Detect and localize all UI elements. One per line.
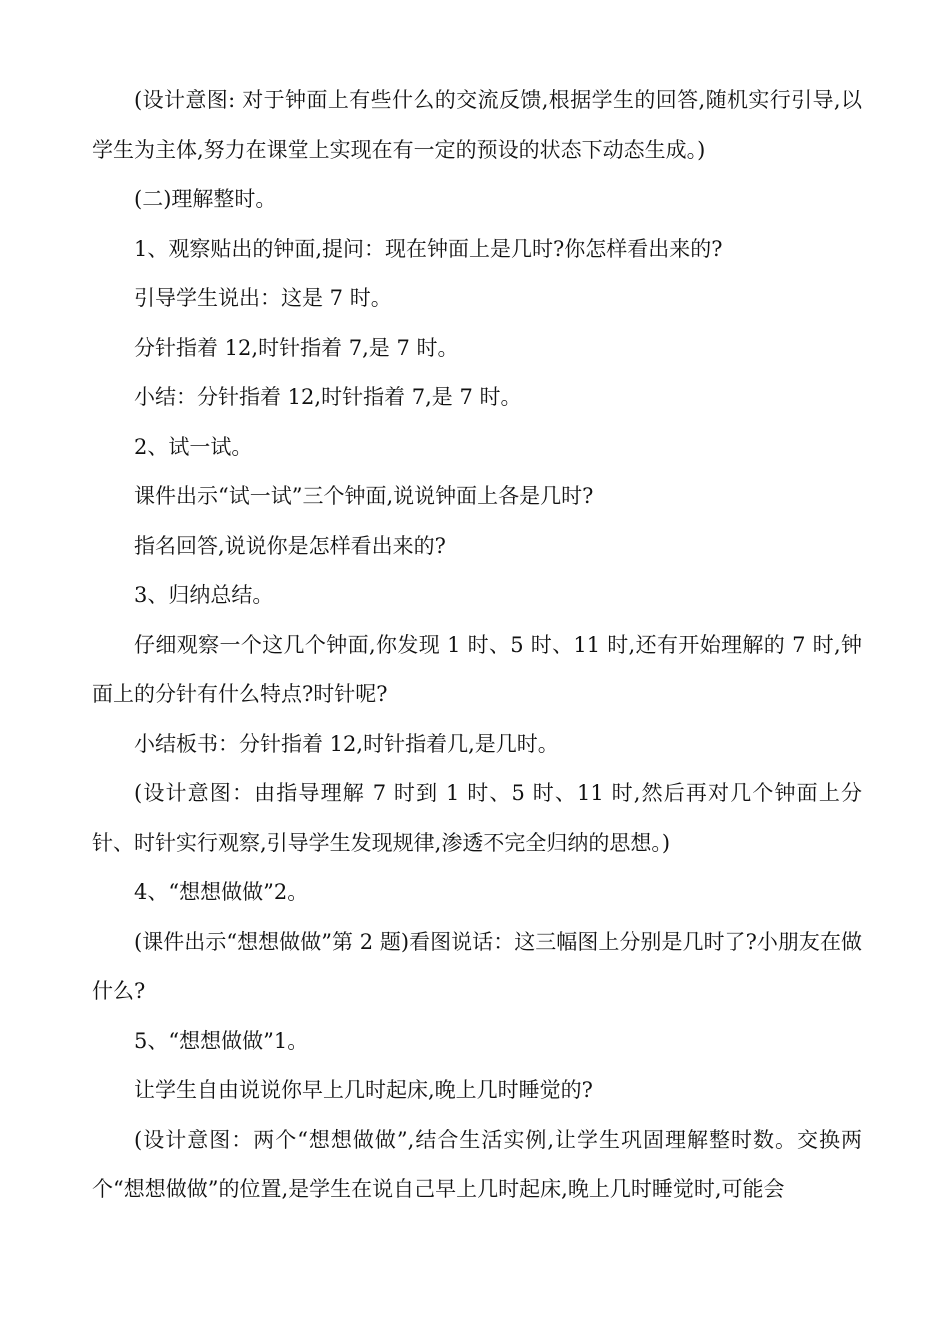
paragraph-board-summary: 小结板书：分针指着 12,时针指着几,是几时。: [134, 731, 559, 756]
paragraph-explanation: 分针指着 12,时针指着 7,是 7 时。: [134, 335, 459, 360]
paragraph-step-5: 5、“想想做做”1。: [134, 1028, 309, 1053]
paragraph-answer: 指名回答,说说你是怎样看出来的?: [134, 533, 446, 558]
paragraph-step-2: 2、试一试。: [134, 434, 253, 459]
paragraph-observe: 仔细观察一个这几个钟面,你发现 1 时、5 时、11 时,还有开始理解的 7 时,钟面上的分针有什么特点?时针呢?: [92, 632, 862, 706]
paragraph-step-1: 1、观察贴出的钟面,提问：现在钟面上是几时?你怎样看出来的?: [134, 236, 723, 261]
paragraph-step-4: 4、“想想做做”2。: [134, 880, 309, 904]
paragraph-courseware-1: 课件出示“试一试”三个钟面,说说钟面上各是几时?: [134, 484, 594, 508]
paragraph-guide: 引导学生说出：这是 7 时。: [134, 286, 392, 310]
paragraph-courseware-2: (课件出示“想想做做”第 2 题)看图说话：这三幅图上分别是几时了?小朋友在做什么?: [92, 929, 862, 1003]
paragraph-design-intent-3: (设计意图：两个“想想做做”,结合生活实例,让学生巩固理解整时数。交换两个“想想做做”的位置,是学生在说自己早上几时起床,晚上几时睡觉时,可能会: [92, 1127, 862, 1201]
paragraph-design-intent-1: (设计意图: 对于钟面上有些什么的交流反馈,根据学生的回答,随机实行引导,以学生为主体,努力在课堂上实现在有一定的预设的状态下动态生成。): [92, 88, 862, 162]
paragraph-step-3: 3、归纳总结。: [134, 583, 274, 607]
paragraph-free-talk: 让学生自由说说你早上几时起床,晚上几时睡觉的?: [134, 1078, 593, 1102]
paragraph-summary-1: 小结：分针指着 12,时针指着 7,是 7 时。: [134, 385, 522, 409]
paragraph-section-heading: (二)理解整时。: [134, 187, 277, 211]
document-body: [92, 76, 862, 1215]
paragraph-design-intent-2: (设计意图：由指导理解 7 时到 1 时、5 时、11 时,然后再对几个钟面上分针、时针实行观察,引导学生发现规律,渗透不完全归纳的思想。): [92, 781, 862, 855]
